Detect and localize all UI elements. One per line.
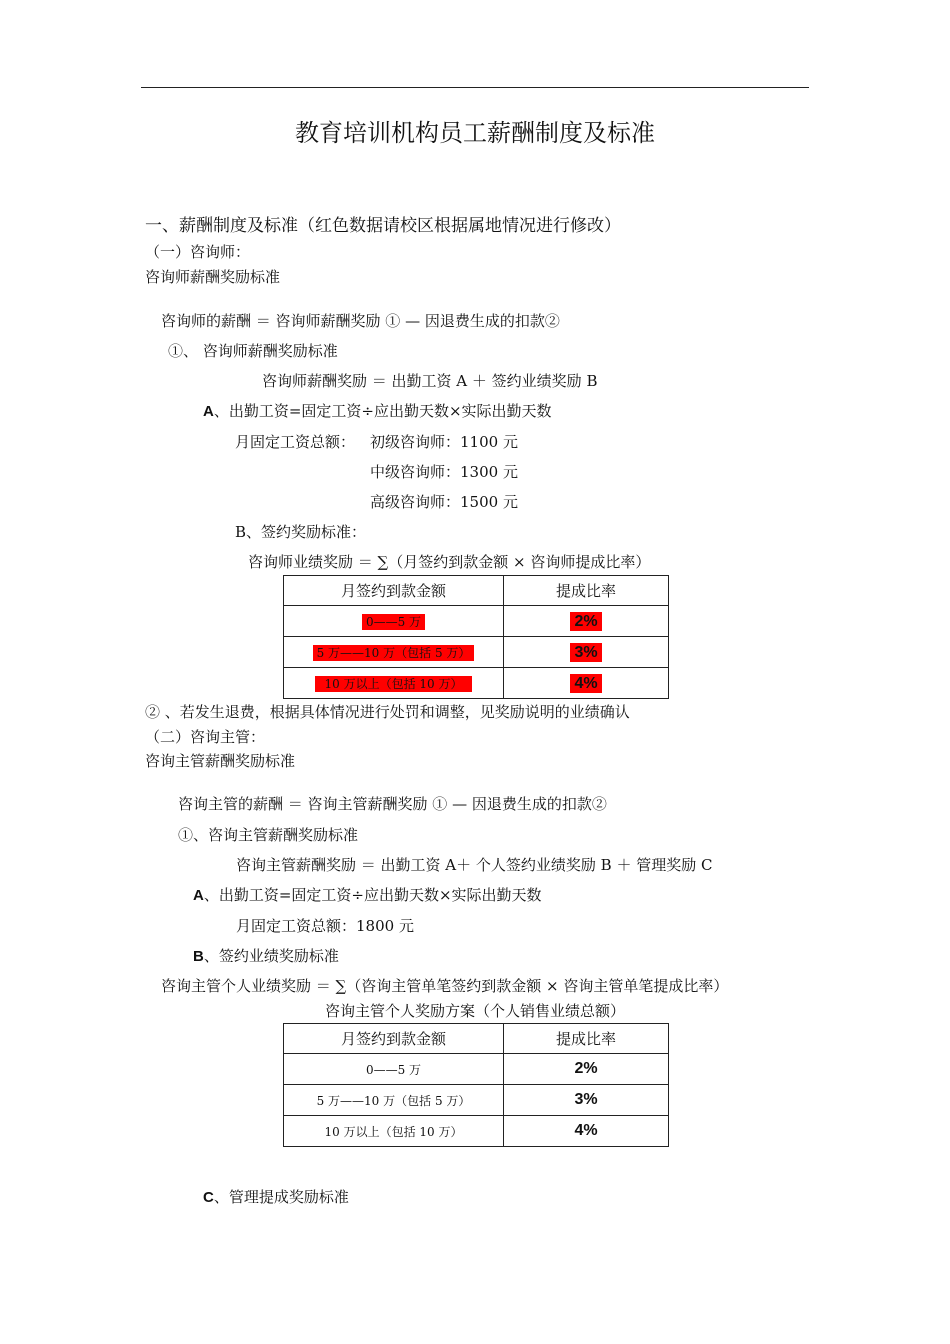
table-header-row <box>284 576 669 606</box>
management-reward-line <box>203 1187 349 1208</box>
subsection-supervisor: （二）咨询主管： <box>145 728 266 746</box>
range-cell: 5 万——10 万（包括 5 万） <box>284 1085 504 1116</box>
header-rate: 提成比率 <box>504 1024 669 1054</box>
a-label: A <box>193 887 204 904</box>
header-rate: 提成比率 <box>504 576 669 606</box>
management-reward-text: 、管理提成奖励标准 <box>213 1188 349 1206</box>
fixed-salary-label: 月固定工资总额： <box>235 433 356 451</box>
header-amount: 月签约到款金额 <box>284 576 504 606</box>
signing-reward-heading: B、签约奖励标准： <box>235 523 367 541</box>
table-row <box>284 637 669 668</box>
attendance-text: 、出勤工资=固定工资÷应出勤天数×实际出勤天数 <box>203 886 542 904</box>
attendance-text: 、出勤工资=固定工资÷应出勤天数×实际出勤天数 <box>213 402 552 420</box>
range-cell: 10 万以上（包括 10 万） <box>315 676 473 692</box>
refund-note: ② 、若发生退费，根据具体情况进行处罚和调整，见奖励说明的业绩确认 <box>145 703 630 721</box>
counselor-title: 咨询师薪酬奖励标准 <box>145 268 281 286</box>
range-cell: 10 万以上（包括 10 万） <box>284 1116 504 1147</box>
salary-senior: 高级咨询师：1500 元 <box>370 493 518 511</box>
counselor-performance-formula: 咨询师业绩奖励 ＝ ∑（月签约到款金额 × 咨询师提成比率） <box>248 553 651 571</box>
supervisor-title: 咨询主管薪酬奖励标准 <box>145 752 296 770</box>
rate-cell: 4% <box>570 674 601 693</box>
header-rule <box>141 87 809 88</box>
supervisor-rate-table <box>283 1023 669 1147</box>
salary-mid: 中级咨询师：1300 元 <box>370 463 518 481</box>
rate-cell: 3% <box>504 1085 669 1116</box>
salary-junior: 初级咨询师：1100 元 <box>370 433 518 451</box>
counselor-item-1: ①、 咨询师薪酬奖励标准 <box>168 342 338 360</box>
supervisor-table-caption: 咨询主管个人奖励方案（个人销售业绩总额） <box>324 1002 625 1020</box>
range-cell: 0——5 万 <box>362 614 425 630</box>
supervisor-signing-line <box>193 946 339 967</box>
table-row <box>284 1054 669 1085</box>
counselor-attendance-line <box>203 401 552 422</box>
table-row <box>284 1116 669 1147</box>
document-title: 教育培训机构员工薪酬制度及标准 <box>295 119 655 147</box>
table-row <box>284 606 669 637</box>
c-label: C <box>203 1189 214 1206</box>
table-row <box>284 1085 669 1116</box>
rate-cell: 3% <box>570 643 601 662</box>
counselor-rate-table <box>283 575 669 699</box>
rate-cell: 4% <box>504 1116 669 1147</box>
supervisor-performance-formula: 咨询主管个人业绩奖励 ＝ ∑（咨询主管单笔签约到款金额 × 咨询主管单笔提成比率） <box>161 977 729 995</box>
supervisor-formula: 咨询主管的薪酬 ＝ 咨询主管薪酬奖励 ① — 因退费生成的扣款② <box>178 795 607 813</box>
counselor-formula: 咨询师的薪酬 ＝ 咨询师薪酬奖励 ① — 因退费生成的扣款② <box>161 312 560 330</box>
supervisor-attendance-line <box>193 885 542 906</box>
rate-cell: 2% <box>504 1054 669 1085</box>
counselor-reward-formula: 咨询师薪酬奖励 ＝ 出勤工资 A ＋ 签约业绩奖励 B <box>262 372 598 390</box>
range-cell: 0——5 万 <box>284 1054 504 1085</box>
a-label: A <box>203 403 214 420</box>
supervisor-fixed-salary: 月固定工资总额：1800 元 <box>236 917 414 935</box>
range-cell: 5 万——10 万（包括 5 万） <box>313 645 475 661</box>
table-header-row <box>284 1024 669 1054</box>
subsection-counselor: （一）咨询师： <box>145 243 251 261</box>
supervisor-item-1: ①、咨询主管薪酬奖励标准 <box>178 826 359 844</box>
supervisor-reward-formula: 咨询主管薪酬奖励 ＝ 出勤工资 A＋ 个人签约业绩奖励 B ＋ 管理奖励 C <box>236 856 713 874</box>
header-amount: 月签约到款金额 <box>284 1024 504 1054</box>
b-label: B <box>193 948 204 965</box>
rate-cell: 2% <box>570 612 601 631</box>
signing-text: 、签约业绩奖励标准 <box>203 947 339 965</box>
section-heading: 一、薪酬制度及标准（红色数据请校区根据属地情况进行修改） <box>145 216 621 236</box>
table-row <box>284 668 669 699</box>
